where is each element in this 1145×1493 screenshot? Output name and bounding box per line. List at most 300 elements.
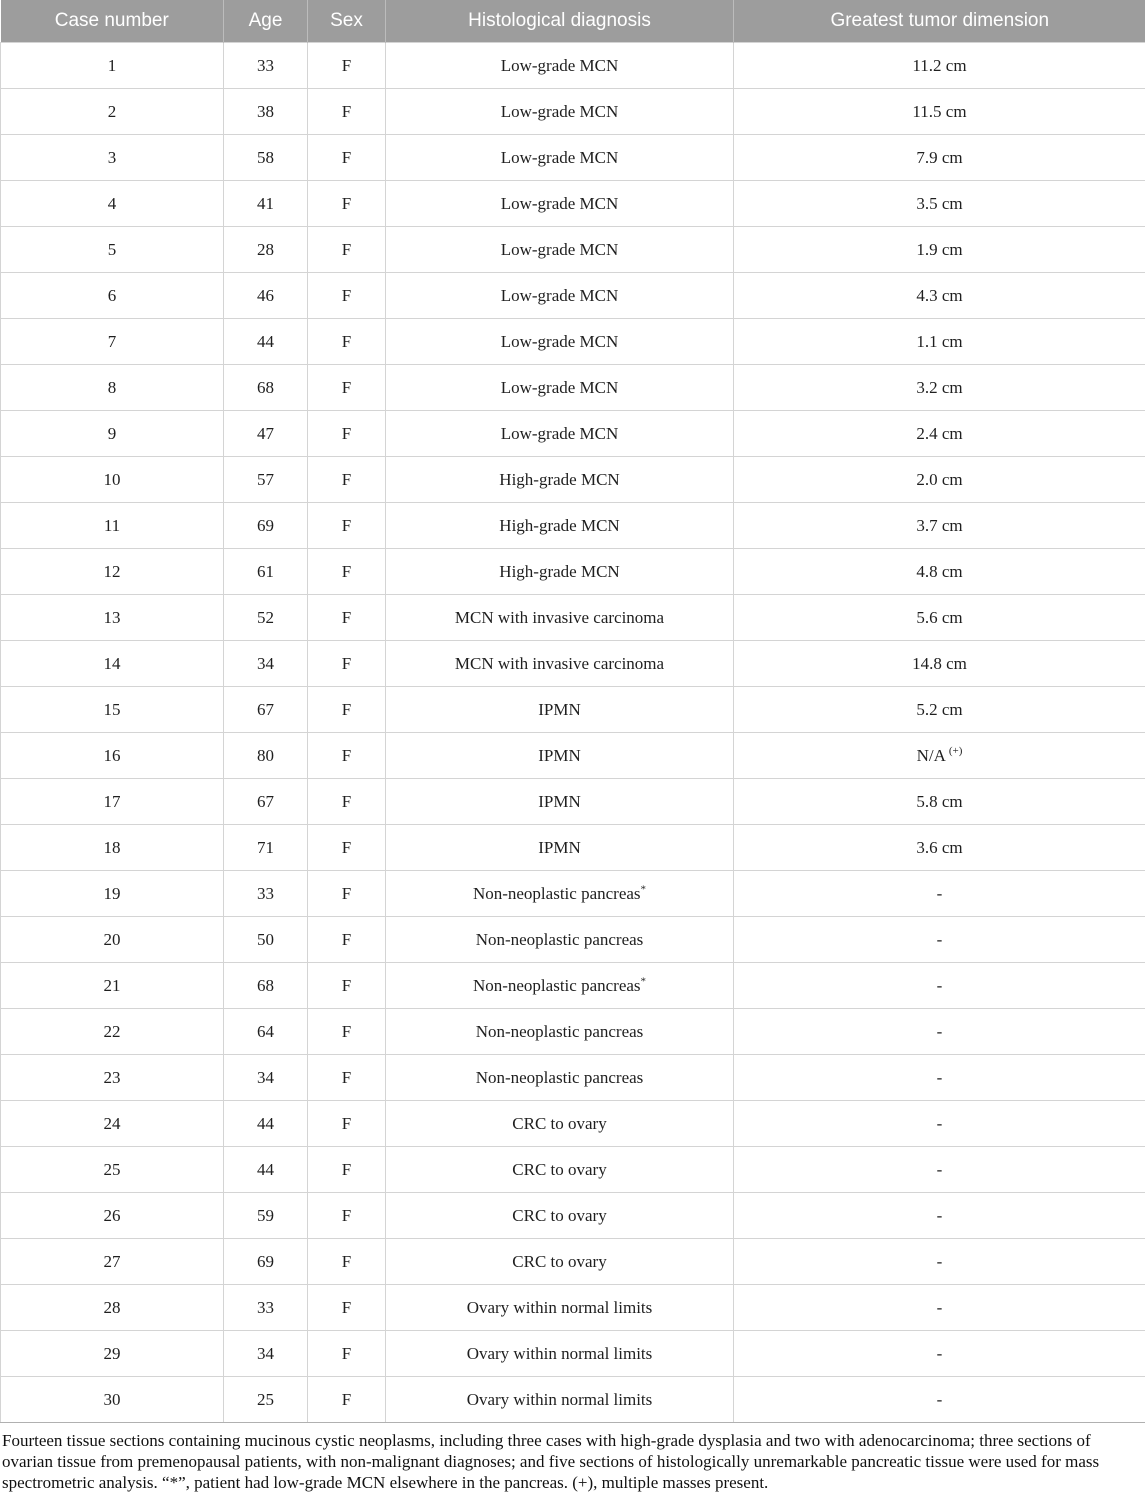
diagnosis-value: IPMN	[538, 746, 581, 765]
table-row	[1, 1147, 1145, 1193]
cell-case-number	[1, 43, 224, 89]
sex-value: F	[342, 1390, 351, 1409]
sex-value: F	[342, 1252, 351, 1271]
age-value: 61	[257, 562, 274, 581]
cell-sex	[308, 687, 386, 733]
cell-sex	[308, 181, 386, 227]
table-row	[1, 1193, 1145, 1239]
case-number-value: 20	[104, 930, 121, 949]
diagnosis-value: Non-neoplastic pancreas	[476, 1022, 644, 1041]
dimension-value: 1.1 cm	[916, 332, 962, 351]
cell-sex	[308, 917, 386, 963]
cell-age	[224, 89, 308, 135]
age-value: 68	[257, 378, 274, 397]
sex-value: F	[342, 562, 351, 581]
diagnosis-value: Non-neoplastic pancreas	[473, 976, 641, 995]
dimension-value: 2.0 cm	[916, 470, 962, 489]
dimension-value: -	[937, 1160, 943, 1179]
table-row	[1, 1055, 1145, 1101]
diagnosis-value: Low-grade MCN	[501, 194, 619, 213]
cell-case-number	[1, 1101, 224, 1147]
cell-dimension	[734, 273, 1145, 319]
cell-sex	[308, 1147, 386, 1193]
diagnosis-value: Low-grade MCN	[501, 378, 619, 397]
cell-dimension	[734, 1101, 1145, 1147]
cell-dimension	[734, 1377, 1145, 1423]
cell-diagnosis	[386, 1055, 734, 1101]
sex-value: F	[342, 286, 351, 305]
cell-sex	[308, 1377, 386, 1423]
cell-diagnosis	[386, 457, 734, 503]
age-value: 25	[257, 1390, 274, 1409]
cell-sex	[308, 135, 386, 181]
table-row	[1, 319, 1145, 365]
cell-age	[224, 181, 308, 227]
cell-case-number	[1, 595, 224, 641]
diagnosis-value: MCN with invasive carcinoma	[455, 608, 664, 627]
dimension-value: -	[937, 976, 943, 995]
cell-case-number	[1, 1193, 224, 1239]
age-value: 59	[257, 1206, 274, 1225]
cell-diagnosis	[386, 917, 734, 963]
cell-diagnosis	[386, 963, 734, 1009]
age-value: 67	[257, 700, 274, 719]
cell-age	[224, 319, 308, 365]
table-row	[1, 227, 1145, 273]
cell-dimension	[734, 181, 1145, 227]
dimension-value: 11.2 cm	[912, 56, 966, 75]
cell-case-number	[1, 181, 224, 227]
cell-dimension	[734, 1147, 1145, 1193]
cell-diagnosis	[386, 1285, 734, 1331]
table-row	[1, 273, 1145, 319]
sex-value: F	[342, 378, 351, 397]
age-value: 52	[257, 608, 274, 627]
cell-case-number	[1, 641, 224, 687]
sex-value: F	[342, 102, 351, 121]
dimension-value: -	[937, 930, 943, 949]
dimension-value: -	[937, 1068, 943, 1087]
cell-dimension	[734, 595, 1145, 641]
sex-value: F	[342, 424, 351, 443]
cell-sex	[308, 227, 386, 273]
sex-value: F	[342, 56, 351, 75]
cell-dimension	[734, 1331, 1145, 1377]
dimension-value: 14.8 cm	[912, 654, 967, 673]
case-number-value: 11	[104, 516, 120, 535]
sex-value: F	[342, 1298, 351, 1317]
sex-value: F	[342, 1344, 351, 1363]
case-number-value: 30	[104, 1390, 121, 1409]
cell-age	[224, 1055, 308, 1101]
cell-age	[224, 687, 308, 733]
cell-sex	[308, 779, 386, 825]
case-number-value: 7	[108, 332, 117, 351]
sex-value: F	[342, 700, 351, 719]
dimension-value: -	[937, 1390, 943, 1409]
cell-diagnosis	[386, 1193, 734, 1239]
diagnosis-value: Low-grade MCN	[501, 148, 619, 167]
case-number-value: 23	[104, 1068, 121, 1087]
cell-age	[224, 1377, 308, 1423]
table-header	[1, 0, 1145, 43]
cell-case-number	[1, 733, 224, 779]
cell-sex	[308, 89, 386, 135]
cell-dimension	[734, 1009, 1145, 1055]
diagnosis-value: Low-grade MCN	[501, 286, 619, 305]
sex-value: F	[342, 608, 351, 627]
cell-dimension	[734, 43, 1145, 89]
table-row	[1, 917, 1145, 963]
case-number-value: 6	[108, 286, 117, 305]
cell-age	[224, 963, 308, 1009]
age-value: 80	[257, 746, 274, 765]
case-number-value: 29	[104, 1344, 121, 1363]
sex-value: F	[342, 976, 351, 995]
cell-dimension	[734, 365, 1145, 411]
cell-sex	[308, 641, 386, 687]
cell-case-number	[1, 89, 224, 135]
sex-value: F	[342, 194, 351, 213]
case-number-value: 19	[104, 884, 121, 903]
case-number-value: 26	[104, 1206, 121, 1225]
cell-sex	[308, 365, 386, 411]
age-value: 50	[257, 930, 274, 949]
table-row	[1, 641, 1145, 687]
table-row	[1, 1285, 1145, 1331]
diagnosis-value: CRC to ovary	[512, 1114, 606, 1133]
diagnosis-value: Non-neoplastic pancreas	[473, 884, 641, 903]
sex-value: F	[342, 1022, 351, 1041]
case-number-value: 17	[104, 792, 121, 811]
sex-value: F	[342, 930, 351, 949]
cell-diagnosis	[386, 411, 734, 457]
age-value: 57	[257, 470, 274, 489]
column-header-sex: Sex	[308, 0, 386, 43]
age-value: 67	[257, 792, 274, 811]
diagnosis-value: IPMN	[538, 700, 581, 719]
diagnosis-value: Ovary within normal limits	[467, 1390, 653, 1409]
cell-age	[224, 641, 308, 687]
header-row	[1, 0, 1145, 43]
dimension-value: N/A	[917, 746, 946, 765]
cell-dimension	[734, 917, 1145, 963]
sex-value: F	[342, 838, 351, 857]
cell-diagnosis	[386, 273, 734, 319]
cell-diagnosis	[386, 733, 734, 779]
table-row	[1, 181, 1145, 227]
sex-value: F	[342, 1206, 351, 1225]
diagnosis-value: Low-grade MCN	[501, 424, 619, 443]
sex-value: F	[342, 240, 351, 259]
dimension-value: -	[937, 884, 943, 903]
table-row	[1, 43, 1145, 89]
age-value: 34	[257, 654, 274, 673]
diagnosis-value: CRC to ovary	[512, 1252, 606, 1271]
cell-diagnosis	[386, 503, 734, 549]
sex-value: F	[342, 332, 351, 351]
diagnosis-value: Non-neoplastic pancreas	[476, 1068, 644, 1087]
cell-sex	[308, 1055, 386, 1101]
dimension-value: 5.8 cm	[916, 792, 962, 811]
age-value: 44	[257, 1160, 274, 1179]
age-value: 33	[257, 56, 274, 75]
diagnosis-footnote-marker: *	[641, 883, 647, 895]
cell-age	[224, 43, 308, 89]
dimension-value: 5.2 cm	[916, 700, 962, 719]
age-value: 64	[257, 1022, 274, 1041]
cell-case-number	[1, 1055, 224, 1101]
cell-dimension	[734, 733, 1145, 779]
cell-case-number	[1, 411, 224, 457]
cell-dimension	[734, 319, 1145, 365]
cell-case-number	[1, 135, 224, 181]
cell-sex	[308, 1193, 386, 1239]
cell-age	[224, 135, 308, 181]
age-value: 58	[257, 148, 274, 167]
cell-sex	[308, 963, 386, 1009]
diagnosis-value: High-grade MCN	[499, 516, 619, 535]
cell-dimension	[734, 641, 1145, 687]
age-value: 68	[257, 976, 274, 995]
case-number-value: 16	[104, 746, 121, 765]
cell-diagnosis	[386, 779, 734, 825]
table-row	[1, 1239, 1145, 1285]
cell-case-number	[1, 1239, 224, 1285]
cell-case-number	[1, 1147, 224, 1193]
sex-value: F	[342, 792, 351, 811]
diagnosis-value: CRC to ovary	[512, 1160, 606, 1179]
cell-diagnosis	[386, 1101, 734, 1147]
table-row	[1, 963, 1145, 1009]
column-header-age: Age	[224, 0, 308, 43]
diagnosis-value: IPMN	[538, 792, 581, 811]
diagnosis-value: Non-neoplastic pancreas	[476, 930, 644, 949]
cell-age	[224, 273, 308, 319]
cell-age	[224, 595, 308, 641]
case-number-value: 24	[104, 1114, 121, 1133]
cell-diagnosis	[386, 1239, 734, 1285]
cell-age	[224, 1009, 308, 1055]
sex-value: F	[342, 1068, 351, 1087]
age-value: 34	[257, 1068, 274, 1087]
cell-sex	[308, 1009, 386, 1055]
cell-diagnosis	[386, 641, 734, 687]
cell-sex	[308, 871, 386, 917]
case-number-value: 12	[104, 562, 121, 581]
cell-sex	[308, 1239, 386, 1285]
table-footnote: Fourteen tissue sections containing mucinous cystic neoplasms, including three cases with high-grade dysplasia and two with adenocarcinoma; three sections of ovarian tissue from premenopausal patients, with non-malignant diagnoses; and five sections of histologically unremarkable pancreatic tissue were used for mass spectrometric analysis. “*”, patient had low-grade MCN elsewhere in the pancreas. (+), multiple masses present.	[0, 1430, 1145, 1493]
diagnosis-value: Low-grade MCN	[501, 240, 619, 259]
cell-case-number	[1, 1009, 224, 1055]
dimension-value: -	[937, 1252, 943, 1271]
cell-diagnosis	[386, 181, 734, 227]
cell-diagnosis	[386, 871, 734, 917]
diagnosis-value: Ovary within normal limits	[467, 1344, 653, 1363]
case-number-value: 3	[108, 148, 117, 167]
table-row	[1, 1331, 1145, 1377]
age-value: 69	[257, 1252, 274, 1271]
age-value: 33	[257, 884, 274, 903]
column-header-case-number: Case number	[1, 0, 224, 43]
sex-value: F	[342, 1114, 351, 1133]
cell-sex	[308, 503, 386, 549]
cell-age	[224, 825, 308, 871]
diagnosis-value: High-grade MCN	[499, 470, 619, 489]
cell-diagnosis	[386, 825, 734, 871]
case-number-value: 25	[104, 1160, 121, 1179]
case-number-value: 8	[108, 378, 117, 397]
cell-age	[224, 871, 308, 917]
cell-dimension	[734, 963, 1145, 1009]
diagnosis-value: IPMN	[538, 838, 581, 857]
table-row	[1, 135, 1145, 181]
diagnosis-value: MCN with invasive carcinoma	[455, 654, 664, 673]
case-number-value: 13	[104, 608, 121, 627]
case-number-value: 5	[108, 240, 117, 259]
table-row	[1, 89, 1145, 135]
cell-age	[224, 411, 308, 457]
column-header-greatest-tumor-dimension: Greatest tumor dimension	[734, 0, 1145, 43]
cell-dimension	[734, 825, 1145, 871]
case-number-value: 4	[108, 194, 117, 213]
cell-sex	[308, 43, 386, 89]
dimension-value: 1.9 cm	[916, 240, 962, 259]
table-row	[1, 871, 1145, 917]
age-value: 44	[257, 1114, 274, 1133]
table-row	[1, 365, 1145, 411]
dimension-value: -	[937, 1114, 943, 1133]
cell-diagnosis	[386, 89, 734, 135]
cell-age	[224, 1285, 308, 1331]
cell-diagnosis	[386, 595, 734, 641]
table-row	[1, 1377, 1145, 1423]
cell-age	[224, 1331, 308, 1377]
cell-sex	[308, 411, 386, 457]
dimension-value: 3.5 cm	[916, 194, 962, 213]
case-number-value: 18	[104, 838, 121, 857]
sex-value: F	[342, 884, 351, 903]
cell-case-number	[1, 273, 224, 319]
cell-age	[224, 457, 308, 503]
cell-age	[224, 779, 308, 825]
cell-sex	[308, 733, 386, 779]
dimension-value: 3.7 cm	[916, 516, 962, 535]
cell-sex	[308, 457, 386, 503]
cell-sex	[308, 825, 386, 871]
cell-sex	[308, 595, 386, 641]
cell-dimension	[734, 503, 1145, 549]
cell-sex	[308, 1285, 386, 1331]
cell-diagnosis	[386, 1147, 734, 1193]
cell-dimension	[734, 89, 1145, 135]
dimension-value: 7.9 cm	[916, 148, 962, 167]
dimension-value: 11.5 cm	[912, 102, 966, 121]
dimension-value: 4.3 cm	[916, 286, 962, 305]
cell-case-number	[1, 365, 224, 411]
cell-age	[224, 365, 308, 411]
cell-case-number	[1, 871, 224, 917]
age-value: 38	[257, 102, 274, 121]
cell-diagnosis	[386, 1331, 734, 1377]
diagnosis-value: Low-grade MCN	[501, 332, 619, 351]
dimension-value: -	[937, 1022, 943, 1041]
diagnosis-value: Low-grade MCN	[501, 56, 619, 75]
sex-value: F	[342, 746, 351, 765]
cell-case-number	[1, 549, 224, 595]
sex-value: F	[342, 470, 351, 489]
case-number-value: 21	[104, 976, 121, 995]
cell-diagnosis	[386, 1009, 734, 1055]
cell-age	[224, 1239, 308, 1285]
age-value: 33	[257, 1298, 274, 1317]
case-number-value: 14	[104, 654, 121, 673]
cell-dimension	[734, 1239, 1145, 1285]
table-row	[1, 733, 1145, 779]
diagnosis-value: Ovary within normal limits	[467, 1298, 653, 1317]
cell-case-number	[1, 319, 224, 365]
cell-diagnosis	[386, 227, 734, 273]
case-number-value: 28	[104, 1298, 121, 1317]
cell-case-number	[1, 457, 224, 503]
cell-age	[224, 227, 308, 273]
table-body	[1, 43, 1145, 1423]
cell-sex	[308, 1331, 386, 1377]
sex-value: F	[342, 654, 351, 673]
cell-dimension	[734, 457, 1145, 503]
cell-diagnosis	[386, 365, 734, 411]
cell-dimension	[734, 227, 1145, 273]
dimension-value: 5.6 cm	[916, 608, 962, 627]
dimension-footnote-marker: (+)	[946, 745, 963, 757]
cell-diagnosis	[386, 687, 734, 733]
cell-case-number	[1, 917, 224, 963]
cell-age	[224, 503, 308, 549]
age-value: 71	[257, 838, 274, 857]
table-row	[1, 687, 1145, 733]
cell-age	[224, 1101, 308, 1147]
cell-case-number	[1, 227, 224, 273]
cell-diagnosis	[386, 549, 734, 595]
case-number-value: 9	[108, 424, 117, 443]
cell-dimension	[734, 871, 1145, 917]
cell-age	[224, 917, 308, 963]
dimension-value: 3.2 cm	[916, 378, 962, 397]
cell-case-number	[1, 1377, 224, 1423]
cell-case-number	[1, 1331, 224, 1377]
table-row	[1, 1101, 1145, 1147]
cell-dimension	[734, 1193, 1145, 1239]
case-number-value: 27	[104, 1252, 121, 1271]
cell-dimension	[734, 1055, 1145, 1101]
table-row	[1, 1009, 1145, 1055]
cell-sex	[308, 549, 386, 595]
cell-diagnosis	[386, 319, 734, 365]
cell-age	[224, 1147, 308, 1193]
cell-diagnosis	[386, 1377, 734, 1423]
dimension-value: 3.6 cm	[916, 838, 962, 857]
dimension-value: -	[937, 1206, 943, 1225]
cell-dimension	[734, 135, 1145, 181]
age-value: 44	[257, 332, 274, 351]
cell-sex	[308, 319, 386, 365]
case-number-value: 15	[104, 700, 121, 719]
diagnosis-value: CRC to ovary	[512, 1206, 606, 1225]
table-row	[1, 411, 1145, 457]
cell-case-number	[1, 1285, 224, 1331]
cell-case-number	[1, 825, 224, 871]
cell-dimension	[734, 549, 1145, 595]
